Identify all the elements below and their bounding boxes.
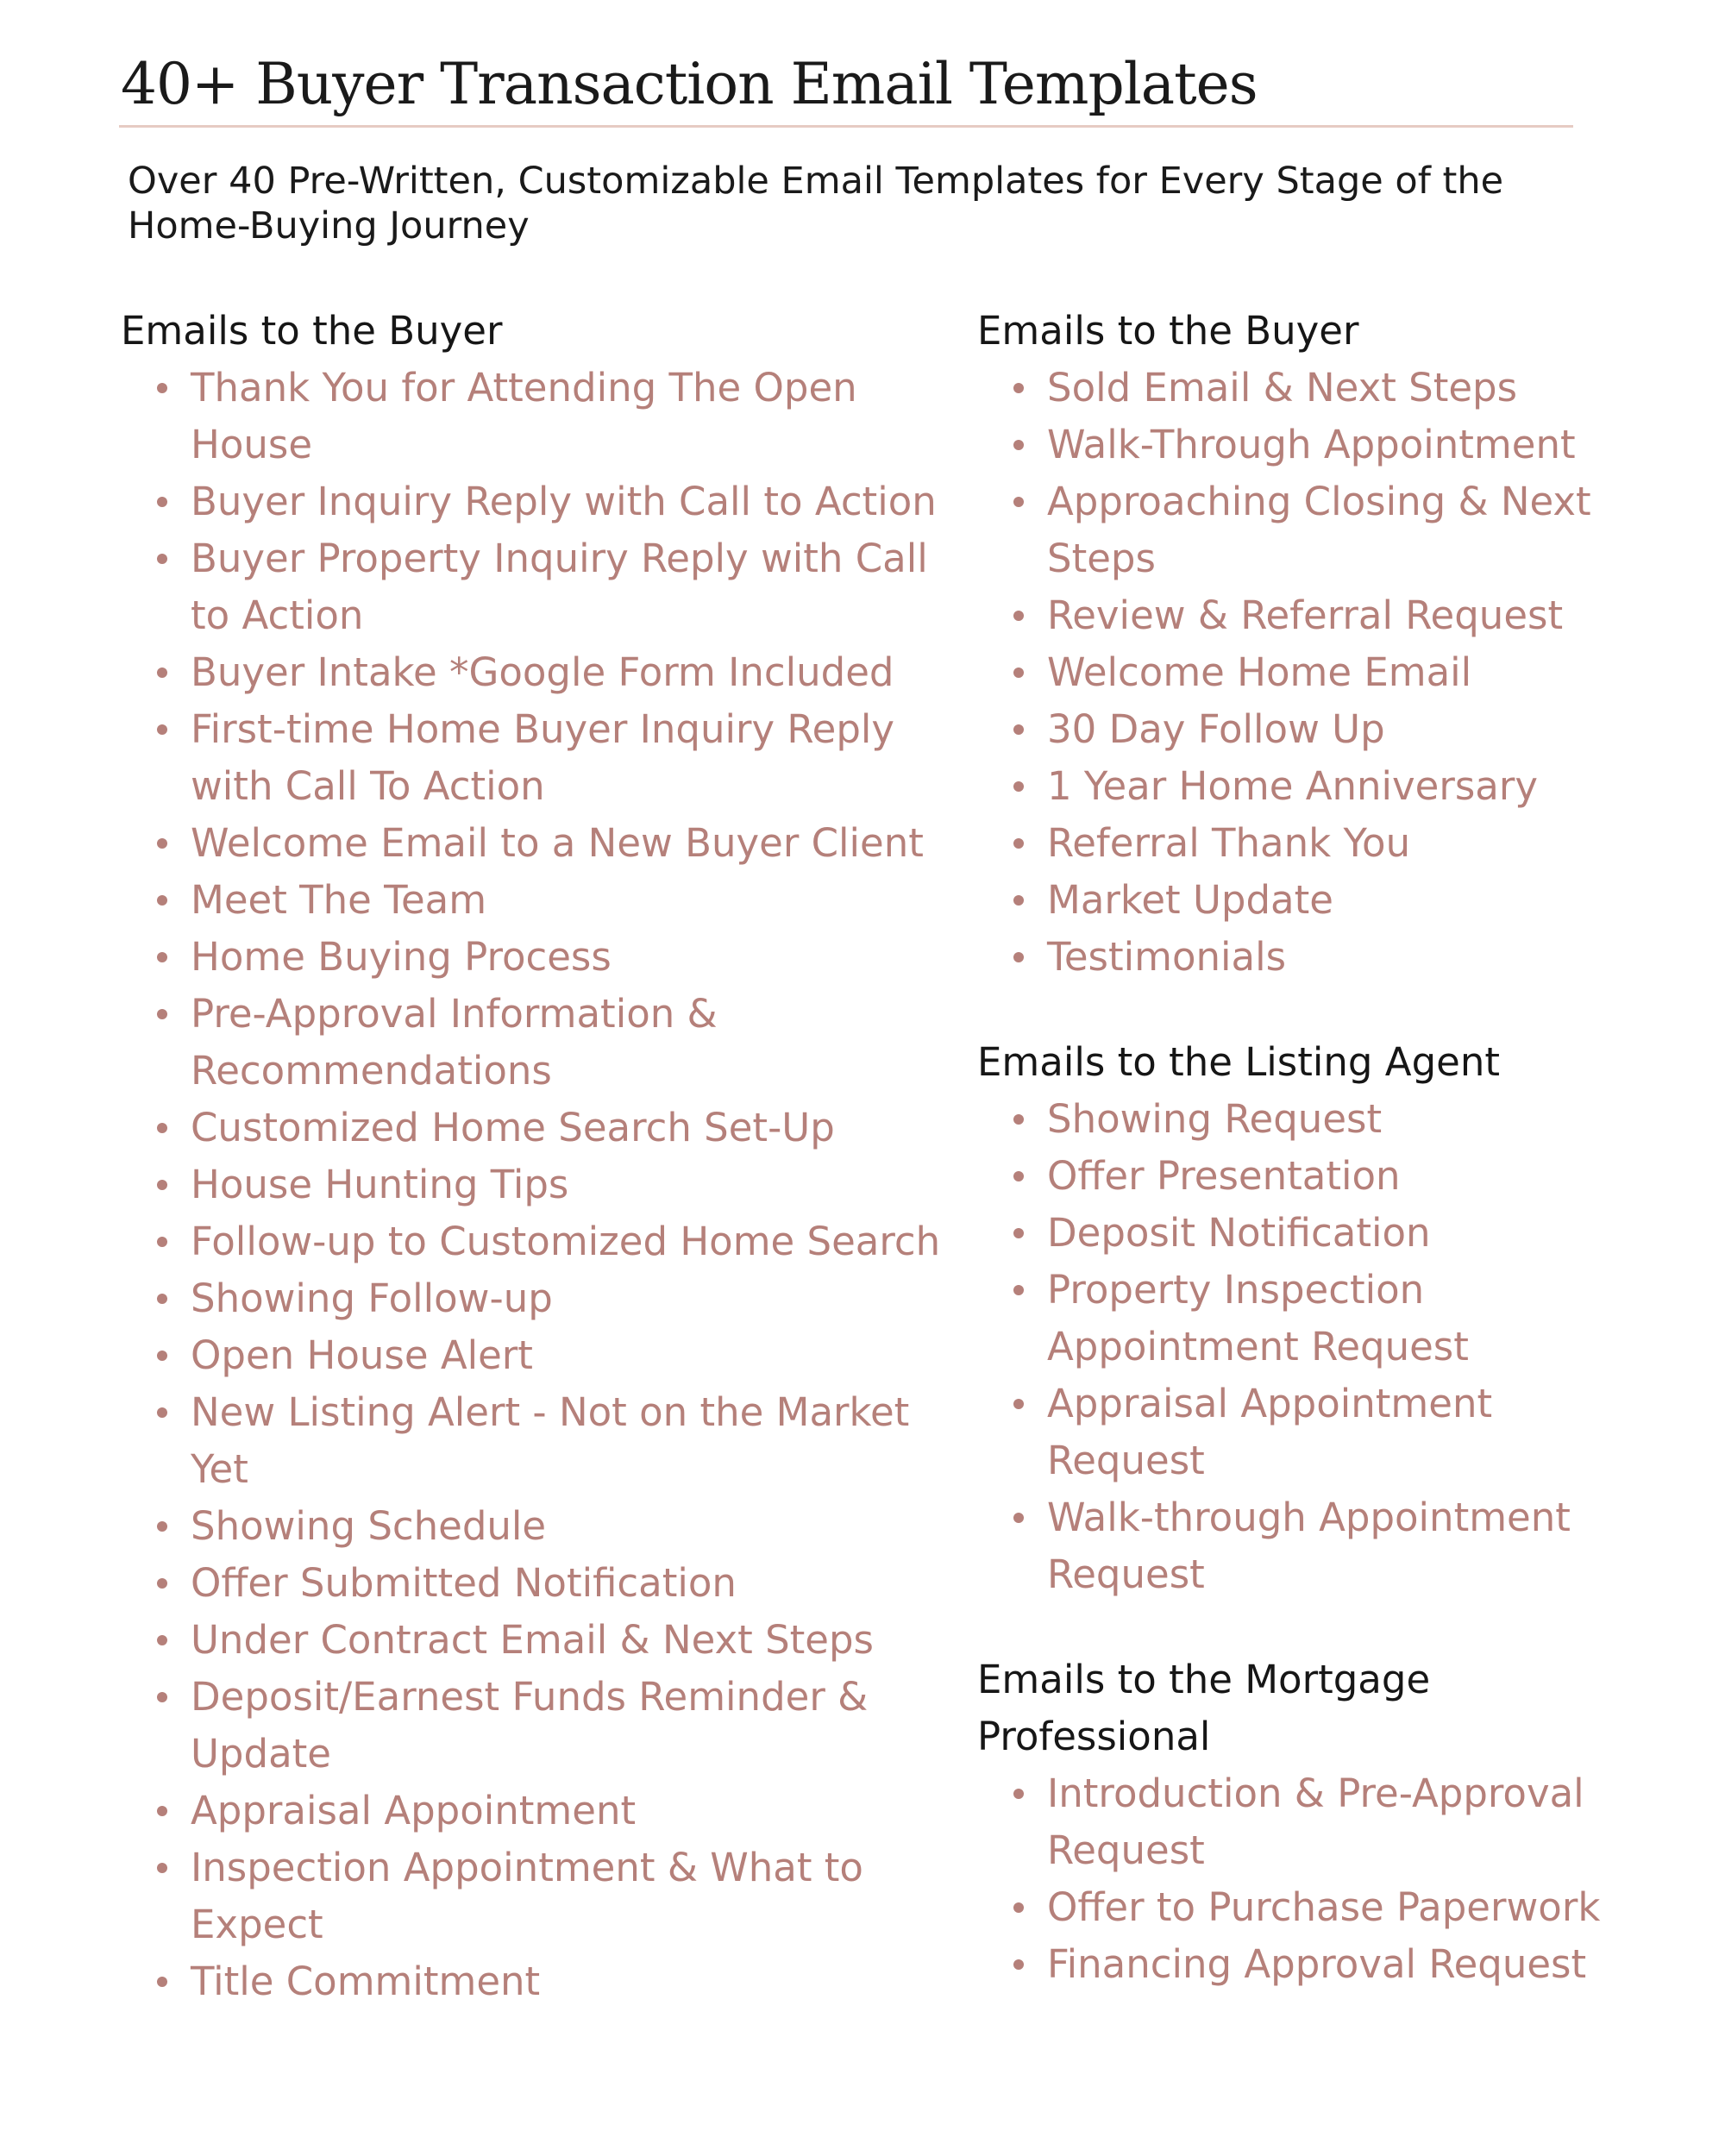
section-heading: Emails to the Buyer [977,308,1359,354]
template-item[interactable]: Sold Email & Next Steps [977,360,1633,417]
template-item[interactable]: House Hunting Tips [121,1156,949,1213]
template-item[interactable]: 30 Day Follow Up [977,701,1633,758]
template-item[interactable]: First-time Home Buyer Inquiry Reply with Call To Action [121,701,949,815]
template-item[interactable]: Open House Alert [121,1327,949,1384]
section-emails-to-buyer-continued [977,303,1633,986]
template-item[interactable]: New Listing Alert - Not on the Market Yet [121,1384,949,1498]
section-heading: Emails to the Listing Agent [977,1039,1500,1085]
template-item[interactable]: Review & Referral Request [977,587,1633,644]
template-item[interactable]: Market Update [977,872,1633,929]
template-list [977,1091,1633,1603]
template-item[interactable]: Thank You for Attending The Open House [121,360,949,473]
template-item[interactable]: Title Commitment [121,1953,949,2010]
template-item[interactable]: Appraisal Appointment Request [977,1376,1633,1489]
template-item[interactable]: Buyer Intake *Google Form Included [121,644,949,701]
template-item[interactable]: Showing Follow-up [121,1270,949,1327]
template-item[interactable]: Offer to Purchase Paperwork [977,1879,1633,1936]
title-divider [119,125,1573,128]
template-item[interactable]: Financing Approval Request [977,1936,1633,1993]
template-item[interactable]: Pre-Approval Information & Recommendations [121,986,949,1100]
section-heading: Emails to the Mortgage Professional [977,1657,1431,1759]
template-item[interactable]: Property Inspection Appointment Request [977,1262,1633,1376]
template-item[interactable]: Buyer Property Inquiry Reply with Call to Action [121,530,949,644]
template-item[interactable]: Welcome Home Email [977,644,1633,701]
section-emails-to-listing-agent [977,1034,1633,1603]
template-item[interactable]: Appraisal Appointment [121,1783,949,1839]
template-item[interactable]: Offer Presentation [977,1148,1633,1205]
template-item[interactable]: Walk-through Appointment Request [977,1489,1633,1603]
template-item[interactable]: Customized Home Search Set-Up [121,1100,949,1156]
template-item[interactable]: Offer Submitted Notification [121,1555,949,1612]
template-item[interactable]: Showing Request [977,1091,1633,1148]
template-list [977,1765,1633,1993]
template-item[interactable]: 1 Year Home Anniversary [977,758,1633,815]
left-column [121,303,949,2010]
page-title: 40+ Buyer Transaction Email Templates [121,51,1258,117]
template-list [121,360,949,2010]
template-item[interactable]: Referral Thank You [977,815,1633,872]
template-item[interactable]: Walk-Through Appointment [977,417,1633,473]
template-item[interactable]: Deposit/Earnest Funds Reminder & Update [121,1669,949,1783]
template-list [977,360,1633,986]
page-subtitle: Over 40 Pre-Written, Customizable Email Templates for Every Stage of the Home-Buying Journey [128,160,1504,248]
template-item[interactable]: Testimonials [977,929,1633,986]
template-item[interactable]: Approaching Closing & Next Steps [977,473,1633,587]
template-item[interactable]: Meet The Team [121,872,949,929]
template-item[interactable]: Welcome Email to a New Buyer Client [121,815,949,872]
section-emails-to-buyer [121,303,949,2010]
template-item[interactable]: Follow-up to Customized Home Search [121,1213,949,1270]
section-heading: Emails to the Buyer [121,308,503,354]
section-emails-to-mortgage-professional [977,1651,1633,1993]
right-column [977,303,1633,1993]
template-item[interactable]: Home Buying Process [121,929,949,986]
template-item[interactable]: Showing Schedule [121,1498,949,1555]
template-item[interactable]: Buyer Inquiry Reply with Call to Action [121,473,949,530]
template-item[interactable]: Inspection Appointment & What to Expect [121,1839,949,1953]
template-item[interactable]: Under Contract Email & Next Steps [121,1612,949,1669]
template-item[interactable]: Introduction & Pre-Approval Request [977,1765,1633,1879]
template-item[interactable]: Deposit Notification [977,1205,1633,1262]
